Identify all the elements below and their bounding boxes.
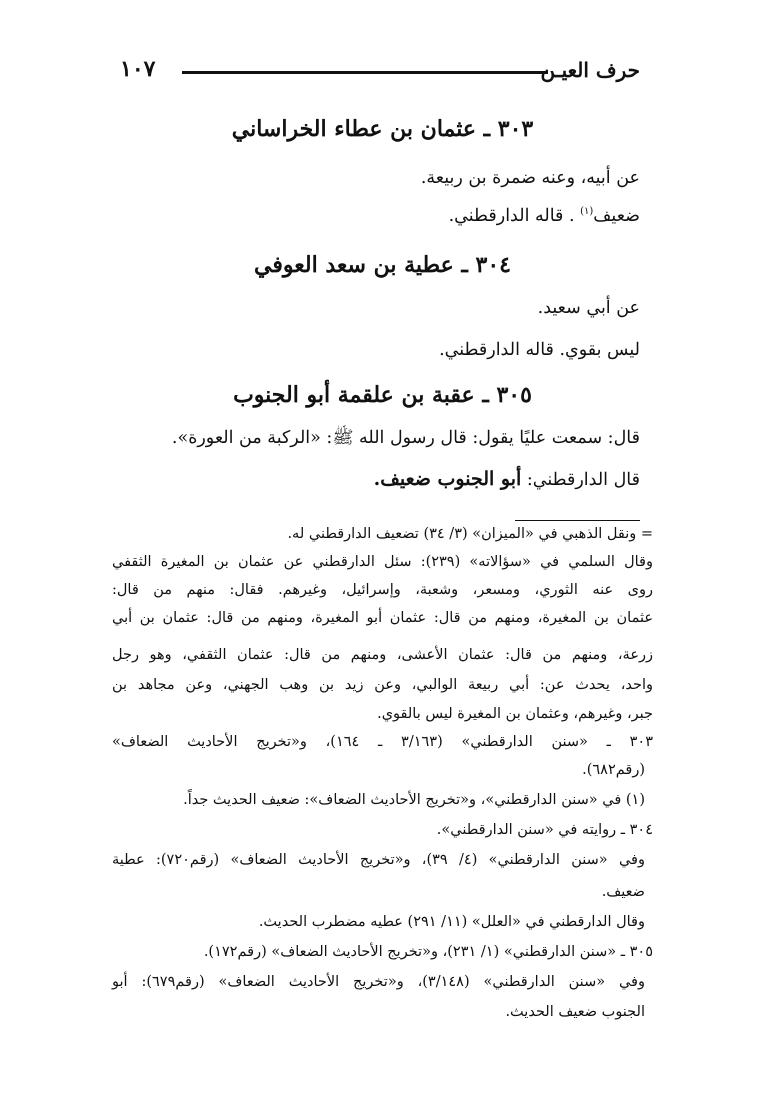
footnote-line-7: جبر، وغيرهم، وعثمان بن المغيرة ليس بالقوي. — [377, 706, 653, 722]
entry-title-305: ٣٠٥ ـ عقبة بن علقمة أبو الجنوب — [233, 382, 532, 408]
page-number: ١٠٧ — [120, 56, 156, 82]
footnote-line-12: وفي «سنن الدارقطني» (٤/ ٣٩)، و«تخريج الأحاديث الضعاف» (رقم٧٢٠): عطية — [112, 852, 645, 868]
entry-305-line-1: قال: سمعت عليًا يقول: قال رسول الله ﷺ: «الركبة من العورة». — [171, 428, 640, 448]
footnote-line-1: = ونقل الذهبي في «الميزان» (٣/ ٣٤) تضعيف الدارقطني له. — [287, 526, 653, 542]
page-header — [120, 58, 640, 88]
footnote-line-14: وقال الدارقطني في «العلل» (١١/ ٢٩١) عطيه مضطرب الحديث. — [258, 914, 645, 930]
footnote-line-2: وقال السلمي في «سؤالاته» (٢٣٩): سئل الدارقطني عن عثمان بن المغيرة الثقفي — [112, 554, 653, 570]
footnote-line-17: الجنوب ضعيف الحديث. — [505, 1004, 645, 1020]
footnote-separator — [515, 520, 640, 521]
entry-305-line-2-b: أبو الجنوب ضعيف. — [373, 468, 522, 490]
footnote-line-6: واحد، يحدث عن: أبي ربيعة الوالبي، وعن زيد بن وهب الجهني، وعن مجاهد بن — [112, 677, 653, 693]
entry-305-line-2-a: قال الدارقطني: — [521, 470, 640, 490]
footnote-line-16: وفي «سنن الدارقطني» (٣/١٤٨)، و«تخريج الأحاديث الضعاف» (رقم٦٧٩): أبو — [112, 974, 645, 990]
footnote-line-8: ٣٠٣ ـ «سنن الدارقطني» (٣/١٦٣ ـ ١٦٤)، و«تخريج الأحاديث الضعاف» — [112, 734, 653, 750]
entry-304-line-2: ليس بقوي. قاله الدارقطني. — [439, 340, 640, 360]
entry-303-line-1: عن أبيه، وعنه ضمرة بن ربيعة. — [420, 168, 640, 188]
footnote-line-4: عثمان بن المغيرة، ومنهم من قال: عثمان أبو المغيرة، ومنهم من قال: عثمان بن أبي — [112, 610, 653, 626]
entry-title-304: ٣٠٤ ـ عطية بن سعد العوفي — [254, 252, 511, 278]
footnote-marker: (١) — [580, 206, 594, 218]
entry-304-line-1: عن أبي سعيد. — [537, 298, 640, 318]
footnote-line-13: ضعيف. — [601, 884, 645, 900]
header-rule — [182, 71, 548, 74]
entry-305-line-2 — [120, 468, 640, 490]
footnote-line-10: (١) في «سنن الدارقطني»، و«تخريج الأحاديث الضعاف»: ضعيف الحديث جداً. — [183, 792, 645, 808]
footnote-line-11: ٣٠٤ ـ روايته في «سنن الدارقطني». — [436, 822, 653, 838]
chapter-title: حرف العيـن — [540, 58, 640, 82]
footnote-line-9: (رقم٦٨٢). — [582, 762, 645, 778]
entry-303-line-2-rest: . قاله الدارقطني. — [448, 206, 581, 226]
entry-303-line-2 — [120, 206, 640, 226]
footnote-line-3: روى عنه الثوري، ومسعر، وشعبة، وإسرائيل، وغيرهم. فقال: منهم من قال: — [112, 582, 653, 598]
footnote-line-15: ٣٠٥ ـ «سنن الدارقطني» (١/ ٢٣١)، و«تخريج الأحاديث الضعاف» (رقم١٧٢). — [203, 944, 653, 960]
grade-word: ضعيف — [593, 206, 640, 226]
entry-title-303: ٣٠٣ ـ عثمان بن عطاء الخراساني — [231, 116, 534, 142]
footnote-line-5: زرعة، ومنهم من قال: عثمان الأعشى، ومنهم من قال: عثمان الثقفي، وهو رجل — [112, 647, 653, 663]
